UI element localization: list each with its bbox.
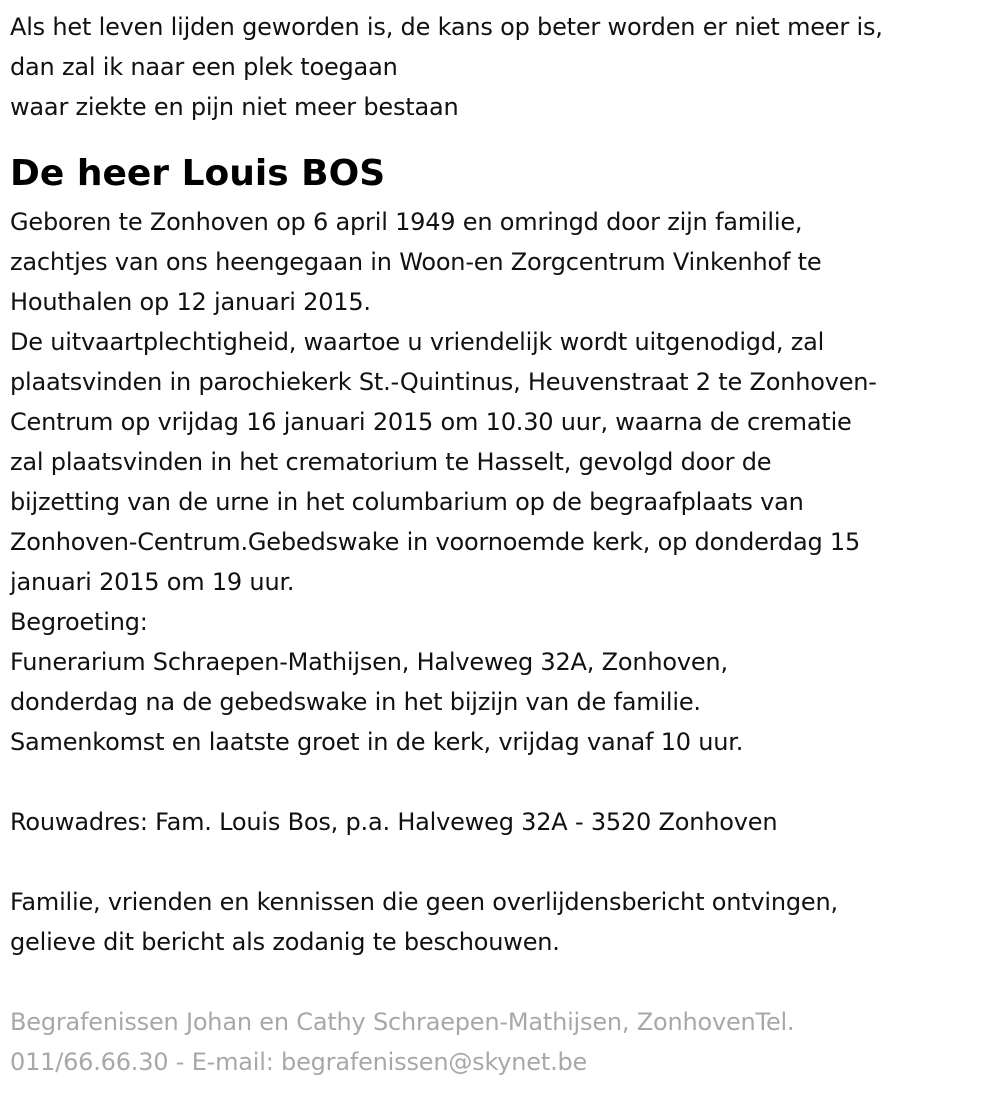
- poem-line: Als het leven lijden geworden is, de kans op beter worden er niet meer is,: [10, 13, 883, 41]
- announcement-line: bijzetting van de urne in het columbarium op de begraafplaats van: [10, 488, 804, 516]
- announcement-line: Samenkomst en laatste groet in de kerk, vrijdag vanaf 10 uur.: [10, 728, 744, 756]
- announcement-text: [10, 202, 1000, 762]
- spacer: [10, 127, 1000, 150]
- announcement-line: Begroeting:: [10, 608, 148, 636]
- footer-line: Begrafenissen Johan en Cathy Schraepen-Mathijsen, ZonhovenTel.: [10, 1008, 795, 1036]
- funeral-home-footer: [10, 1002, 1000, 1082]
- footer-line: 011/66.66.30 - E-mail: begrafenissen@skynet.be: [10, 1048, 588, 1076]
- notice-line: Familie, vrienden en kennissen die geen overlijdensbericht ontvingen,: [10, 888, 838, 916]
- deceased-title: De heer Louis BOS: [10, 153, 386, 194]
- poem-line: dan zal ik naar een plek toegaan: [10, 53, 398, 81]
- spacer: [10, 962, 1000, 1002]
- spacer: [10, 762, 1000, 802]
- notice-text: [10, 882, 1000, 962]
- mourning-address: Rouwadres: Fam. Louis Bos, p.a. Halveweg 32A - 3520 Zonhoven: [10, 808, 778, 836]
- announcement-line: Geboren te Zonhoven op 6 april 1949 en omringd door zijn familie,: [10, 208, 803, 236]
- announcement-line: Zonhoven-Centrum.Gebedswake in voornoemde kerk, op donderdag 15: [10, 528, 861, 556]
- poem-line: waar ziekte en pijn niet meer bestaan: [10, 93, 459, 121]
- announcement-line: zal plaatsvinden in het crematorium te Hasselt, gevolgd door de: [10, 448, 772, 476]
- announcement-line: Funerarium Schraepen-Mathijsen, Halveweg 32A, Zonhoven,: [10, 648, 728, 676]
- announcement-line: januari 2015 om 19 uur.: [10, 568, 295, 596]
- poem: [10, 7, 1000, 127]
- announcement-line: zachtjes van ons heengegaan in Woon-en Zorgcentrum Vinkenhof te: [10, 248, 822, 276]
- announcement-line: Centrum op vrijdag 16 januari 2015 om 10.30 uur, waarna de crematie: [10, 408, 852, 436]
- announcement-line: De uitvaartplechtigheid, waartoe u vriendelijk wordt uitgenodigd, zal: [10, 328, 825, 356]
- notice-line: gelieve dit bericht als zodanig te beschouwen.: [10, 928, 560, 956]
- announcement-line: Houthalen op 12 januari 2015.: [10, 288, 371, 316]
- announcement-line: plaatsvinden in parochiekerk St.-Quintinus, Heuvenstraat 2 te Zonhoven-: [10, 368, 877, 396]
- spacer: [10, 842, 1000, 882]
- announcement-line: donderdag na de gebedswake in het bijzijn van de familie.: [10, 688, 701, 716]
